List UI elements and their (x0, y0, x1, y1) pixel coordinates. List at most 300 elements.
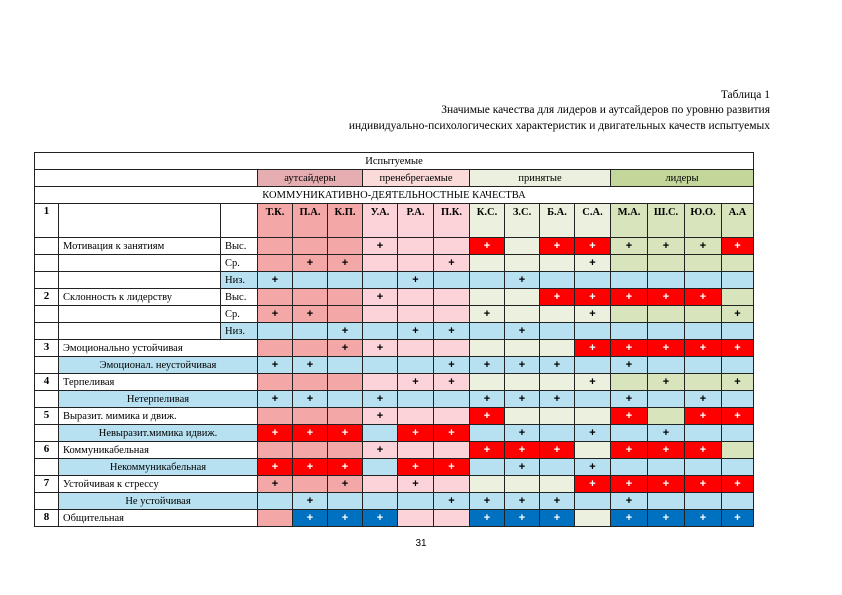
mark-cell (470, 476, 505, 493)
mark-cell: + (540, 493, 575, 510)
mark-cell: + (540, 289, 575, 306)
mark-cell (575, 510, 611, 527)
mark-cell (398, 340, 434, 357)
mark-cell: + (611, 510, 648, 527)
mark-cell (258, 238, 293, 255)
mark-cell: + (505, 272, 540, 289)
mark-cell (470, 374, 505, 391)
mark-cell (505, 408, 540, 425)
mark-cell (685, 323, 722, 340)
mark-cell: + (722, 408, 754, 425)
mark-cell (293, 289, 328, 306)
mark-cell: + (611, 289, 648, 306)
mark-cell: + (575, 425, 611, 442)
mark-cell (470, 289, 505, 306)
quality-name: Склонность к лидерству (59, 289, 221, 306)
row-number (35, 357, 59, 374)
mark-cell: + (611, 340, 648, 357)
mark-cell (540, 408, 575, 425)
mark-cell: + (722, 510, 754, 527)
group-outsiders: аутсайдеры (258, 170, 363, 187)
mark-cell: + (293, 255, 328, 272)
mark-cell (328, 493, 363, 510)
row-number (35, 306, 59, 323)
quality-name (59, 323, 221, 340)
header-blank (35, 170, 258, 187)
mark-cell (293, 340, 328, 357)
mark-cell (398, 306, 434, 323)
mark-cell (722, 357, 754, 374)
mark-cell: + (722, 238, 754, 255)
subject-code: М.А. (611, 204, 648, 238)
subject-code: П.К. (434, 204, 470, 238)
quality-name: Не устойчивая (59, 493, 258, 510)
table-row (35, 476, 754, 493)
mark-cell: + (648, 289, 685, 306)
quality-name: Устойчивая к стрессу (59, 476, 258, 493)
row-number: 4 (35, 374, 59, 391)
table-caption-number: Таблица 1 (720, 89, 770, 101)
mark-cell: + (611, 442, 648, 459)
mark-cell (328, 272, 363, 289)
mark-cell (434, 340, 470, 357)
mark-cell (293, 238, 328, 255)
mark-cell (722, 289, 754, 306)
mark-cell (293, 442, 328, 459)
mark-cell (398, 289, 434, 306)
mark-cell (258, 340, 293, 357)
mark-cell: + (575, 255, 611, 272)
mark-cell: + (470, 408, 505, 425)
mark-cell (398, 238, 434, 255)
mark-cell (470, 425, 505, 442)
header-groups-row (35, 170, 754, 187)
mark-cell: + (328, 425, 363, 442)
mark-cell (398, 255, 434, 272)
mark-cell (722, 255, 754, 272)
mark-cell: + (540, 238, 575, 255)
mark-cell: + (328, 255, 363, 272)
mark-cell (505, 374, 540, 391)
mark-cell: + (648, 374, 685, 391)
mark-cell (434, 476, 470, 493)
mark-cell (540, 459, 575, 476)
codes-name-blank (59, 204, 221, 238)
mark-cell: + (293, 493, 328, 510)
subject-code: А.А (722, 204, 754, 238)
mark-cell: + (363, 391, 398, 408)
mark-cell: + (363, 340, 398, 357)
row-number (35, 272, 59, 289)
mark-cell (540, 425, 575, 442)
mark-cell (258, 255, 293, 272)
mark-cell (505, 476, 540, 493)
mark-cell (328, 289, 363, 306)
mark-cell: + (722, 340, 754, 357)
mark-cell (434, 238, 470, 255)
mark-cell (722, 459, 754, 476)
mark-cell: + (434, 323, 470, 340)
mark-cell (540, 272, 575, 289)
mark-cell: + (648, 238, 685, 255)
mark-cell: + (470, 238, 505, 255)
mark-cell: + (611, 493, 648, 510)
subject-codes-row (35, 204, 754, 238)
mark-cell (363, 272, 398, 289)
group-accepted: принятые (470, 170, 611, 187)
mark-cell (363, 476, 398, 493)
mark-cell: + (505, 493, 540, 510)
table-row (35, 374, 754, 391)
mark-cell: + (575, 340, 611, 357)
mark-cell: + (611, 357, 648, 374)
mark-cell (470, 272, 505, 289)
mark-cell (575, 493, 611, 510)
mark-cell (328, 374, 363, 391)
mark-cell: + (470, 391, 505, 408)
mark-cell (328, 408, 363, 425)
mark-cell (540, 255, 575, 272)
mark-cell (611, 272, 648, 289)
mark-cell: + (293, 357, 328, 374)
mark-cell (685, 425, 722, 442)
subject-code: Ш.С. (648, 204, 685, 238)
mark-cell: + (470, 493, 505, 510)
mark-cell (540, 476, 575, 493)
mark-cell (685, 357, 722, 374)
mark-cell: + (540, 391, 575, 408)
row-number: 8 (35, 510, 59, 527)
mark-cell: + (685, 510, 722, 527)
mark-cell: + (470, 510, 505, 527)
table-row (35, 238, 754, 255)
mark-cell (363, 425, 398, 442)
mark-cell (685, 374, 722, 391)
mark-cell (434, 306, 470, 323)
quality-name (59, 255, 221, 272)
subject-code: Р.А. (398, 204, 434, 238)
quality-name: Эмоционально устойчивая (59, 340, 258, 357)
mark-cell (398, 408, 434, 425)
mark-cell: + (434, 425, 470, 442)
mark-cell (722, 493, 754, 510)
section-row (35, 187, 754, 204)
table-row (35, 272, 754, 289)
mark-cell (293, 374, 328, 391)
mark-cell (328, 442, 363, 459)
mark-cell (258, 408, 293, 425)
mark-cell: + (685, 289, 722, 306)
mark-cell (722, 391, 754, 408)
mark-cell (648, 323, 685, 340)
table-caption-title: Значимые качества для лидеров и аутсайдеров по уровню развития (441, 104, 770, 116)
subject-code: Ю.О. (685, 204, 722, 238)
subject-code: Т.К. (258, 204, 293, 238)
mark-cell (258, 442, 293, 459)
mark-cell: + (575, 476, 611, 493)
mark-cell: + (611, 391, 648, 408)
mark-cell (505, 340, 540, 357)
mark-cell (575, 391, 611, 408)
mark-cell (328, 357, 363, 374)
mark-cell: + (722, 476, 754, 493)
mark-cell: + (293, 425, 328, 442)
mark-cell: + (505, 442, 540, 459)
table-row (35, 289, 754, 306)
mark-cell (540, 323, 575, 340)
mark-cell (258, 493, 293, 510)
table-row (35, 425, 754, 442)
mark-cell (648, 391, 685, 408)
mark-cell: + (328, 340, 363, 357)
quality-name: Терпеливая (59, 374, 258, 391)
quality-name: Некоммуникабельная (59, 459, 258, 476)
subject-code: П.А. (293, 204, 328, 238)
mark-cell (648, 459, 685, 476)
mark-cell: + (505, 459, 540, 476)
mark-cell (398, 357, 434, 374)
mark-cell: + (434, 459, 470, 476)
mark-cell (258, 510, 293, 527)
mark-cell: + (540, 357, 575, 374)
mark-cell (611, 459, 648, 476)
mark-cell: + (398, 459, 434, 476)
mark-cell: + (258, 306, 293, 323)
mark-cell: + (575, 289, 611, 306)
level-label: Выс. (221, 238, 258, 255)
mark-cell: + (363, 442, 398, 459)
mark-cell (434, 289, 470, 306)
mark-cell: + (363, 238, 398, 255)
mark-cell (685, 306, 722, 323)
mark-cell: + (648, 425, 685, 442)
mark-cell (575, 408, 611, 425)
level-label: Низ. (221, 272, 258, 289)
mark-cell: + (575, 306, 611, 323)
row-number (35, 493, 59, 510)
table-row (35, 391, 754, 408)
mark-cell (363, 357, 398, 374)
subject-code: К.П. (328, 204, 363, 238)
mark-cell: + (470, 442, 505, 459)
subject-code: З.С. (505, 204, 540, 238)
mark-cell: + (434, 493, 470, 510)
table-row (35, 323, 754, 340)
mark-cell (258, 374, 293, 391)
mark-cell: + (611, 476, 648, 493)
mark-cell (575, 357, 611, 374)
mark-cell (575, 272, 611, 289)
mark-cell: + (363, 289, 398, 306)
level-label: Выс. (221, 289, 258, 306)
mark-cell (328, 238, 363, 255)
mark-cell: + (470, 357, 505, 374)
mark-cell: + (398, 323, 434, 340)
subject-code: Б.А. (540, 204, 575, 238)
mark-cell (685, 493, 722, 510)
mark-cell (611, 306, 648, 323)
mark-cell: + (505, 391, 540, 408)
mark-cell (398, 391, 434, 408)
mark-cell (611, 425, 648, 442)
row-number: 2 (35, 289, 59, 306)
mark-cell (363, 306, 398, 323)
mark-cell (540, 340, 575, 357)
mark-cell: + (611, 238, 648, 255)
mark-cell: + (434, 255, 470, 272)
mark-cell: + (505, 323, 540, 340)
codes-level-blank (221, 204, 258, 238)
row-number (35, 459, 59, 476)
mark-cell: + (648, 510, 685, 527)
mark-cell (293, 323, 328, 340)
mark-cell (363, 255, 398, 272)
level-label: Ср. (221, 255, 258, 272)
mark-cell (505, 306, 540, 323)
table-row (35, 340, 754, 357)
mark-cell: + (505, 425, 540, 442)
mark-cell (434, 408, 470, 425)
quality-name: Коммуникабельная (59, 442, 258, 459)
mark-cell (434, 442, 470, 459)
quality-name: Мотивация к занятиям (59, 238, 221, 255)
row-number (35, 425, 59, 442)
mark-cell: + (363, 408, 398, 425)
row-number: 6 (35, 442, 59, 459)
row-number (35, 323, 59, 340)
mark-cell: + (575, 374, 611, 391)
mark-cell: + (722, 306, 754, 323)
subject-code: К.С. (470, 204, 505, 238)
mark-cell: + (611, 408, 648, 425)
mark-cell: + (398, 425, 434, 442)
mark-cell (470, 340, 505, 357)
mark-cell: + (293, 306, 328, 323)
mark-cell (398, 493, 434, 510)
quality-name (59, 272, 221, 289)
mark-cell: + (434, 357, 470, 374)
page-number: 31 (415, 538, 427, 549)
mark-cell: + (685, 391, 722, 408)
table-row (35, 408, 754, 425)
mark-cell: + (293, 391, 328, 408)
mark-cell: + (258, 272, 293, 289)
mark-cell (648, 272, 685, 289)
mark-cell: + (540, 442, 575, 459)
mark-cell (434, 510, 470, 527)
mark-cell: + (258, 459, 293, 476)
mark-cell: + (685, 442, 722, 459)
level-label: Низ. (221, 323, 258, 340)
quality-name: Общительная (59, 510, 258, 527)
mark-cell (722, 272, 754, 289)
mark-cell: + (293, 459, 328, 476)
group-leaders: лидеры (611, 170, 754, 187)
mark-cell: + (648, 340, 685, 357)
mark-cell (540, 306, 575, 323)
subject-code: С.А. (575, 204, 611, 238)
mark-cell (363, 323, 398, 340)
mark-cell: + (722, 374, 754, 391)
row-number: 1 (35, 204, 59, 238)
mark-cell: + (685, 476, 722, 493)
mark-cell (575, 323, 611, 340)
mark-cell (648, 255, 685, 272)
mark-cell (505, 238, 540, 255)
row-number: 7 (35, 476, 59, 493)
subject-code: У.А. (363, 204, 398, 238)
mark-cell (258, 289, 293, 306)
mark-cell: + (258, 391, 293, 408)
mark-cell (611, 255, 648, 272)
mark-cell (398, 442, 434, 459)
mark-cell (685, 255, 722, 272)
mark-cell (434, 272, 470, 289)
table-caption-subtitle: индивидуально-психологических характеристик и двигательных качеств испытуемых (348, 120, 770, 132)
mark-cell: + (575, 459, 611, 476)
mark-cell (363, 459, 398, 476)
quality-name: Эмоционал. неустойчивая (59, 357, 258, 374)
mark-cell: + (328, 510, 363, 527)
table-row (35, 306, 754, 323)
section-title: КОММУНИКАТИВНО-ДЕЯТЕЛЬНОСТНЫЕ КАЧЕСТВА (35, 187, 754, 204)
mark-cell (722, 425, 754, 442)
mark-cell (293, 272, 328, 289)
mark-cell (611, 374, 648, 391)
mark-cell: + (470, 306, 505, 323)
mark-cell: + (648, 442, 685, 459)
mark-cell (398, 510, 434, 527)
mark-cell (293, 476, 328, 493)
quality-name (59, 306, 221, 323)
mark-cell: + (258, 357, 293, 374)
row-number (35, 255, 59, 272)
group-neglected: пренебрегаемые (363, 170, 470, 187)
quality-name: Невыразит.мимика идвиж. (59, 425, 258, 442)
mark-cell: + (398, 374, 434, 391)
row-number (35, 238, 59, 255)
mark-cell: + (293, 510, 328, 527)
mark-cell: + (685, 340, 722, 357)
mark-cell: + (258, 476, 293, 493)
mark-cell (293, 408, 328, 425)
mark-cell: + (328, 459, 363, 476)
mark-cell: + (575, 238, 611, 255)
mark-cell (363, 374, 398, 391)
mark-cell (470, 255, 505, 272)
mark-cell: + (685, 238, 722, 255)
quality-name: Выразит. мимика и движ. (59, 408, 258, 425)
header-title-row (35, 153, 754, 170)
level-label: Ср. (221, 306, 258, 323)
qualities-table (34, 152, 754, 527)
mark-cell (470, 459, 505, 476)
mark-cell (575, 442, 611, 459)
mark-cell (505, 255, 540, 272)
mark-cell (328, 306, 363, 323)
row-number (35, 391, 59, 408)
mark-cell: + (648, 476, 685, 493)
mark-cell: + (363, 510, 398, 527)
header-title: Испытуемые (35, 153, 754, 170)
mark-cell (258, 323, 293, 340)
mark-cell: + (398, 272, 434, 289)
table-row (35, 510, 754, 527)
mark-cell (685, 459, 722, 476)
mark-cell: + (540, 510, 575, 527)
row-number: 3 (35, 340, 59, 357)
table-row (35, 442, 754, 459)
